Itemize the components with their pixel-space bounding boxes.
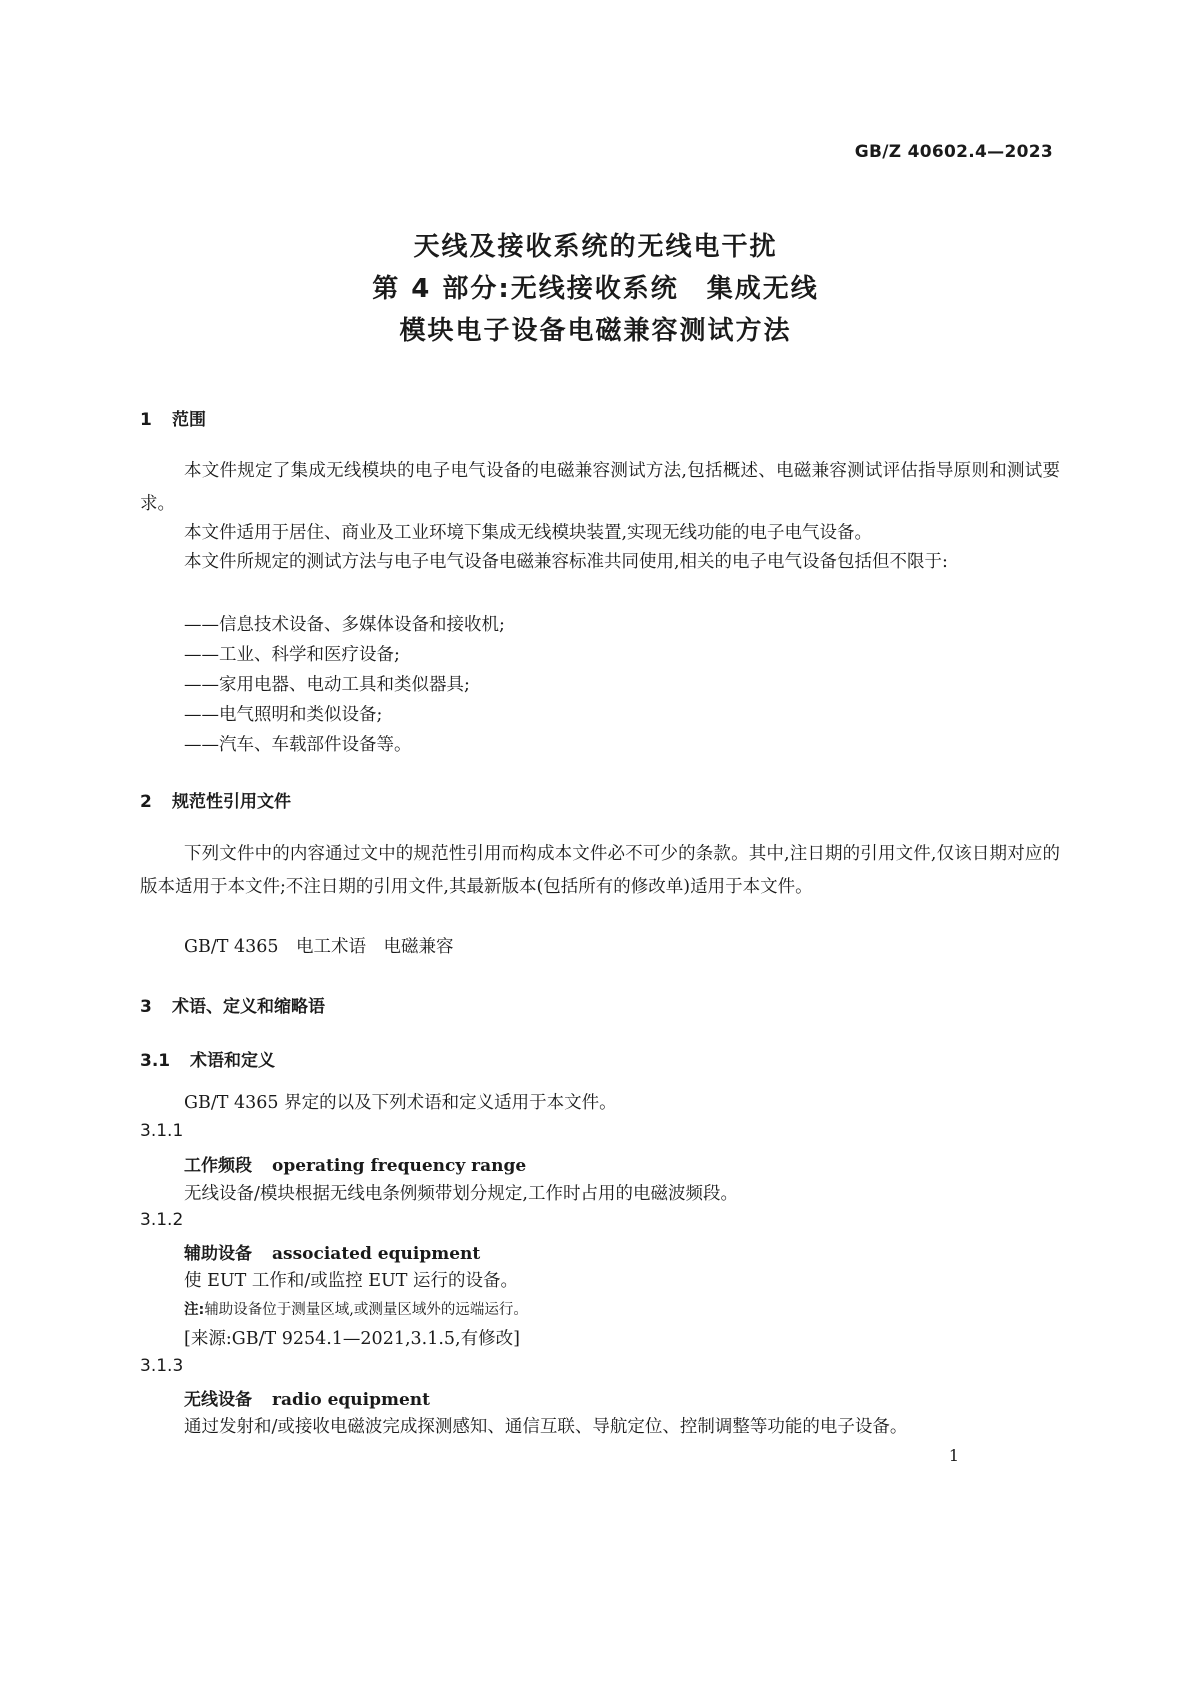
term-en: operating frequency range [272, 1156, 527, 1176]
page-number: 1 [948, 1446, 959, 1465]
title-line-1: 天线及接收系统的无线电干扰 [413, 232, 778, 262]
section-1-title: 范围 [172, 410, 206, 430]
list-item: ——工业、科学和医疗设备; [184, 645, 400, 665]
section-1-paragraph-1: 本文件规定了集成无线模块的电子电气设备的电磁兼容测试方法,包括概述、电磁兼容测试评估指导原则和测试要求。 [140, 461, 1060, 514]
subsection-3-1-number: 3.1 [140, 1051, 171, 1071]
title-line-3: 模块电子设备电磁兼容测试方法 [399, 316, 792, 346]
term-number: 3.1.1 [140, 1121, 184, 1141]
term-source: [来源:GB/T 9254.1—2021,3.1.5,有修改] [184, 1329, 520, 1349]
term-definition: 通过发射和/或接收电磁波完成探测感知、通信互联、导航定位、控制调整等功能的电子设备。 [184, 1417, 908, 1437]
list-item: ——电气照明和类似设备; [184, 705, 383, 725]
term-heading [184, 1385, 430, 1410]
term-number: 3.1.3 [140, 1356, 184, 1376]
section-1-paragraph-3: 本文件所规定的测试方法与电子电气设备电磁兼容标准共同使用,相关的电子电气设备包括但不限于: [184, 552, 948, 572]
term-heading [184, 1239, 480, 1264]
section-1-paragraph-2: 本文件适用于居住、商业及工业环境下集成无线模块装置,实现无线功能的电子电气设备。 [184, 523, 873, 543]
section-3-title: 术语、定义和缩略语 [172, 997, 325, 1017]
list-item: ——信息技术设备、多媒体设备和接收机; [184, 615, 505, 635]
section-2-title: 规范性引用文件 [172, 792, 291, 812]
section-2-number: 2 [140, 792, 152, 812]
term-heading [184, 1151, 526, 1176]
list-item: ——汽车、车载部件设备等。 [184, 735, 412, 755]
term-en: associated equipment [272, 1244, 481, 1264]
term-zh: 辅助设备 [184, 1244, 252, 1264]
subsection-3-1-intro: GB/T 4365 界定的以及下列术语和定义适用于本文件。 [184, 1093, 617, 1113]
term-en: radio equipment [272, 1390, 430, 1410]
section-3-heading [140, 992, 325, 1017]
term-zh: 工作频段 [184, 1156, 252, 1176]
section-3-number: 3 [140, 997, 152, 1017]
subsection-3-1-title: 术语和定义 [190, 1051, 275, 1071]
term-zh: 无线设备 [184, 1390, 252, 1410]
note-text: 辅助设备位于测量区域,或测量区域外的远端运行。 [204, 1302, 528, 1318]
term-number: 3.1.2 [140, 1210, 184, 1230]
term-definition: 无线设备/模块根据无线电条例频带划分规定,工作时占用的电磁波频段。 [184, 1184, 738, 1204]
section-1-heading [140, 405, 206, 430]
section-2-paragraph-1: 下列文件中的内容通过文中的规范性引用而构成本文件必不可少的条款。其中,注日期的引用文件,仅该日期对应的版本适用于本文件;不注日期的引用文件,其最新版本(包括所有的修改单)适用于本文件。 [140, 844, 1060, 897]
reference-entry: GB/T 4365 电工术语 电磁兼容 [184, 937, 454, 957]
standard-code: GB/Z 40602.4—2023 [854, 142, 1053, 162]
term-definition: 使 EUT 工作和/或监控 EUT 运行的设备。 [184, 1271, 519, 1291]
section-2-heading [140, 787, 291, 812]
list-item: ——家用电器、电动工具和类似器具; [184, 675, 470, 695]
section-1-number: 1 [140, 410, 152, 430]
title-line-2: 第 4 部分:无线接收系统 集成无线 [372, 274, 819, 304]
term-note [184, 1298, 528, 1319]
note-label: 注: [184, 1302, 205, 1318]
subsection-3-1-heading [140, 1046, 275, 1071]
